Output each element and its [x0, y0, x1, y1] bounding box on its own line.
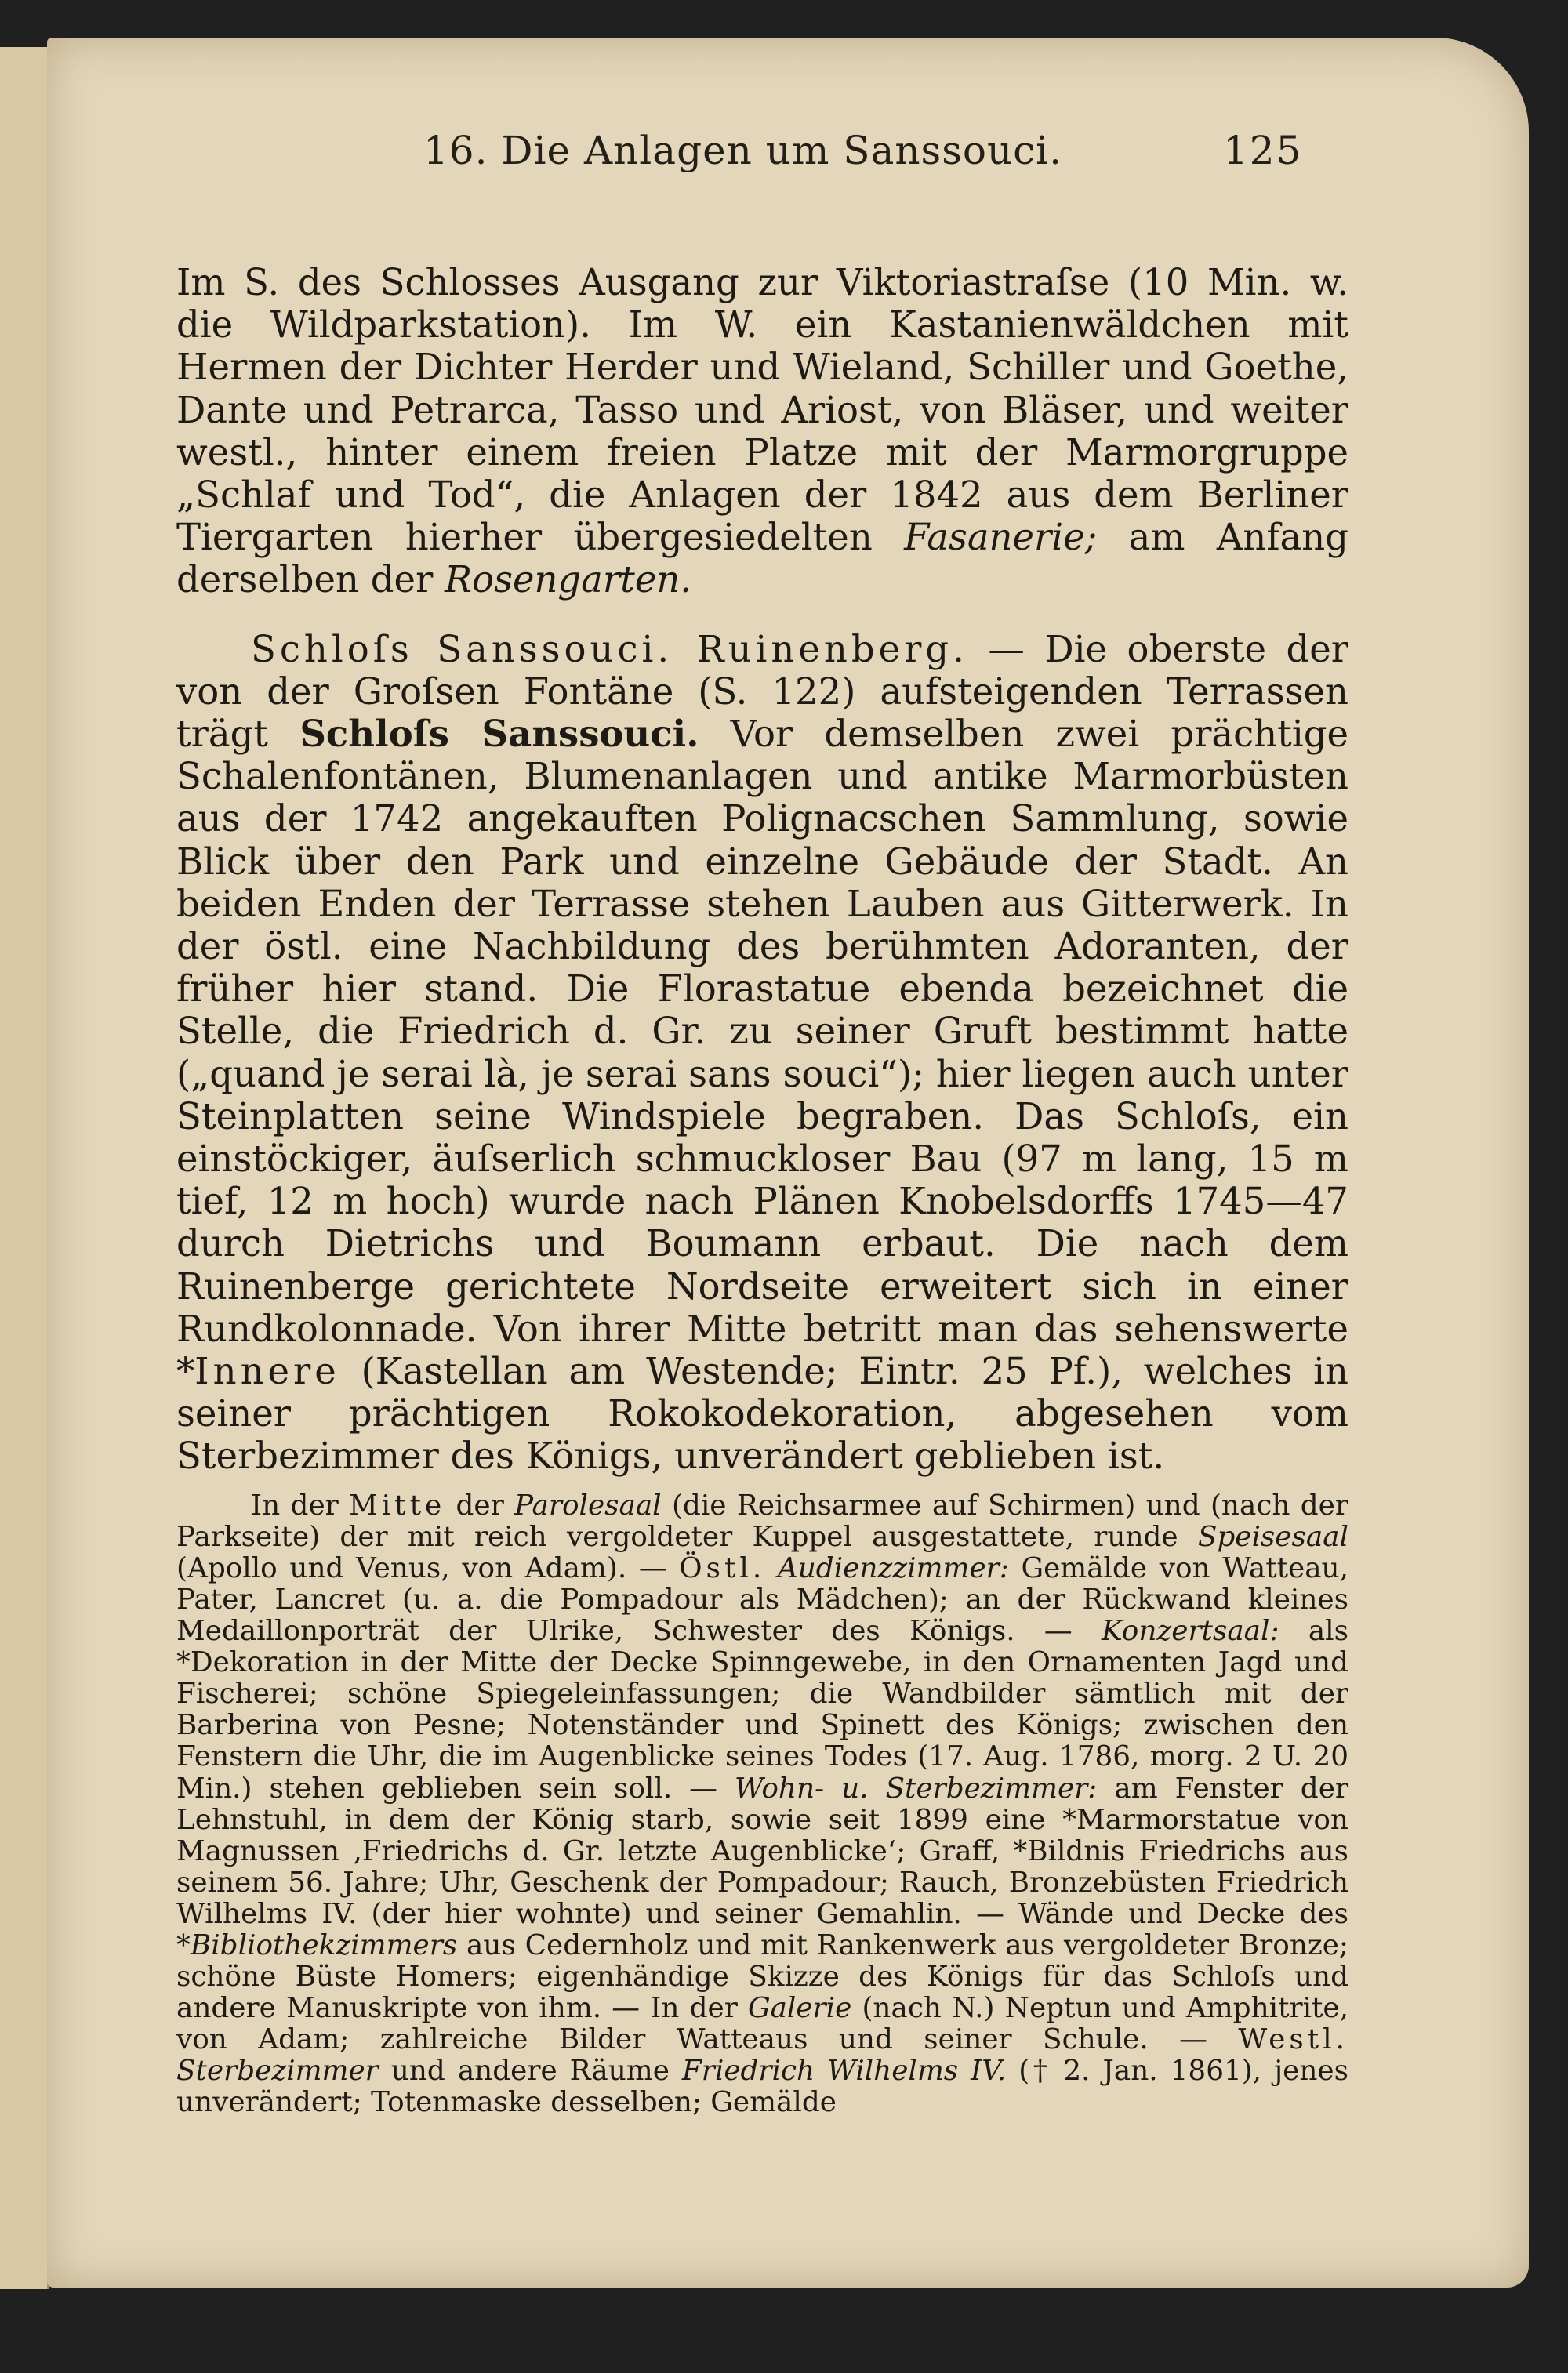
text-segment-spaced: Innere — [194, 1350, 340, 1393]
text-segment-italic: Fasanerie; — [904, 516, 1098, 559]
main-text — [176, 261, 1348, 1478]
page-header — [47, 128, 1529, 190]
text-segment: am Fenster der Lehnstuhl, in dem der König starb, sowie seit 1899 eine *Marmorstatue von Magnussen ‚Friedrichs d. Gr. letzte Augenblicke‘; Graff, *Bildnis Friedrichs aus seinem 56. Jahre; Uhr, Geschenk der Pompadour; Rauch, Bronzebüsten Friedrich Wilhelms IV. (der hier wohnte) und seiner Gemahlin. — Wände und Decke des * — [176, 1772, 1348, 1961]
text-segment-spaced: Westl. — [1238, 2023, 1348, 2056]
text-segment-italic: Sterbezimmer — [176, 2055, 379, 2088]
text-segment: der — [445, 1489, 515, 1522]
page-number: 125 — [1223, 128, 1303, 173]
text-segment: († 2. Jan. 1861), jenes unverändert; Totenmaske desselben; Gemälde — [176, 2055, 1348, 2119]
text-segment-italic: Konzertsaal: — [1102, 1615, 1279, 1648]
text-segment-spaced: Mitte — [349, 1489, 446, 1522]
small-print — [176, 1490, 1348, 2119]
text-segment-italic: Friedrich Wilhelms IV. — [681, 2055, 1007, 2088]
text-segment: (Apollo und Venus, von Adam). — — [176, 1551, 680, 1584]
text-segment: In der — [251, 1489, 350, 1522]
text-segment-italic: Wohn- u. Sterbezimmer: — [734, 1772, 1098, 1805]
text-segment-italic: Rosengarten. — [445, 558, 692, 601]
section-heading: Schloſs Sanssouci. Ruinenberg. — [251, 627, 968, 670]
text-segment: und andere Räume — [378, 2055, 682, 2088]
text-segment: als *Dekoration in der Mitte der Decke Spinngewebe, in den Ornamenten Jagd und Fischerei; schöne Spiegeleinfassungen; die Wandbilder sämtlich mit der Barberina von Pesne; Notenständer und Spinett des Königs; zwischen den Fenstern die Uhr, die im Augenblicke seines Todes (17. Aug. 1786, morg. 2 U. 20 Min.) stehen geblieben sein soll. — — [176, 1615, 1348, 1805]
text-segment: Gemälde von Watteau, Pater, Lancret (u. a. die Pompadour als Mädchen); an der Rückwand kleines Medaillonporträt der Ulrike, Schwester des Königs. — — [176, 1551, 1348, 1648]
small-print-paragraph — [176, 1490, 1348, 2119]
text-segment-italic: Audienzzimmer: — [777, 1551, 1009, 1584]
text-segment: (die Reichsarmee auf Schirmen) und (nach der Parkseite) der mit reich vergoldeter Kuppel ausgestattete, runde — [176, 1489, 1348, 1553]
text-segment — [765, 1552, 778, 1584]
text-segment: aus Cedernholz und mit Rankenwerk aus vergoldeter Bronze; schöne Büste Homers; eigenhändige Skizze des Königs für das Schloſs und andere Manuskripte von ihm. — In der — [176, 1929, 1348, 2025]
text-segment: (Kastellan am Westende; Eintr. 25 Pf.), welches in seiner prächtigen Rokokodekoration, abgesehen vom Sterbezimmer des Königs, unverändert geblieben ist. — [176, 1350, 1348, 1478]
text-segment-spaced: Östl. — [679, 1551, 766, 1584]
book-page — [47, 38, 1529, 2288]
paragraph-schloss-sanssouci — [176, 628, 1348, 1478]
text-segment: — Die oberste der von der Groſsen Fontäne (S. 122) aufsteigenden Terrassen trägt — [176, 627, 1349, 756]
text-segment-italic: Galerie — [747, 1992, 852, 2025]
adjacent-page-edge — [0, 47, 49, 2289]
text-segment: Im S. des Schlosses Ausgang zur Viktoriastraſse (10 Min. w. die Wildparkstation). Im W. ein Kastanienwäldchen mit Hermen der Dichter Herder und Wieland, Schiller und Goethe, Dante und Petrarca, Tasso und Ariost, von Bläser, und weiter westl., hinter einem freien Platze mit der Marmorgruppe „Schlaf und Tod“, die Anlagen der 1842 aus dem Berliner Tiergarten hierher übergesiedelten — [176, 261, 1348, 559]
paragraph-rosengarten — [176, 261, 1348, 601]
text-segment-italic: Speisesaal — [1197, 1520, 1348, 1553]
running-head: 16. Die Anlagen um Sanssouci. — [423, 128, 1063, 173]
text-segment: (nach N.) Neptun und Amphitrite, von Adam; zahlreiche Bilder Watteaus und seiner Schule. — — [176, 1992, 1348, 2056]
text-segment: am Anfang derselben der — [176, 516, 1348, 601]
text-segment: Vor demselben zwei prächtige Schalenfontänen, Blumenanlagen und antike Marmorbüsten aus der 1742 angekauften Polignacschen Sammlung, sowie Blick über den Park und einzelne Gebäude der Stadt. An beiden Enden der Terrasse stehen Lauben aus Gitterwerk. In der östl. eine Nachbildung des berühmten Adoranten, der früher hier stand. Die Florastatue ebenda bezeichnet die Stelle, die Friedrich d. Gr. zu seiner Gruft bestimmt hatte („quand je serai là, je serai sans souci“); hier liegen auch unter Steinplatten seine Windspiele begraben. Das Schloſs, ein einstöckiger, äuſserlich schmuckloser Bau (97 m lang, 15 m tief, 12 m hoch) wurde nach Plänen Knobelsdorffs 1745—47 durch Dietrichs und Boumann erbaut. Die nach dem Ruinenberge gerichtete Nordseite erweitert sich in einer Rundkolonnade. Von ihrer Mitte betritt man das sehenswerte * — [176, 713, 1348, 1393]
text-segment-italic: Bibliothekzimmers — [190, 1929, 458, 1961]
page-body — [176, 261, 1348, 2119]
text-segment-italic: Parolesaal — [514, 1489, 662, 1522]
text-segment-bold: Schloſs Sanssouci. — [299, 712, 699, 756]
